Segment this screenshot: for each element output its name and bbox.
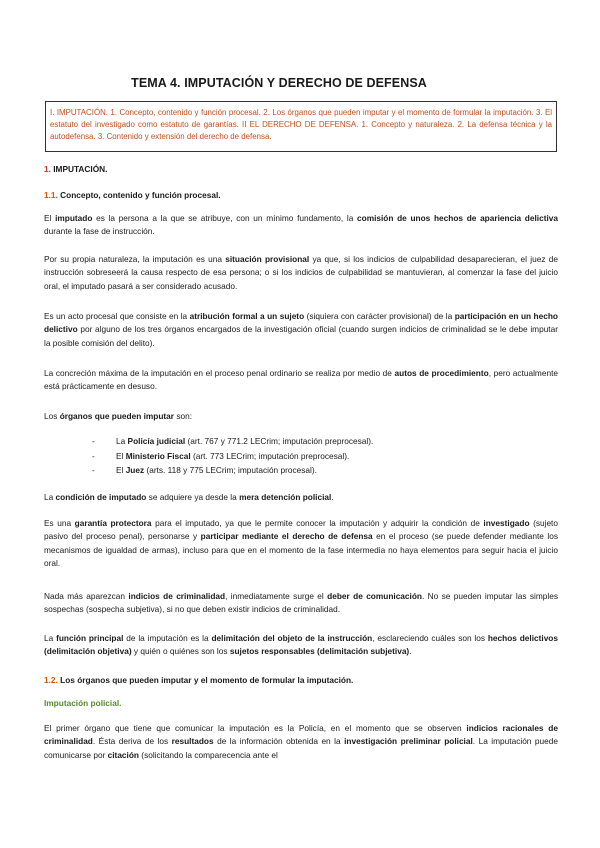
toc-text: I. IMPUTACIÓN. 1. Concepto, contenido y función procesal. 2. Los órganos que pueden imputar y el momento de formular la imputación. 3. El estatuto del investigado como estatuto de garantías. II EL DERECHO DE DEFENSA. 1. Concepto y naturaleza. 2. La defensa técnica y la autodefensa. 3. Contenido y extensión del derecho de defensa. [50,108,552,141]
paragraph-7: Es una garantía protectora para el imputado, ya que le permite conocer la imputación y adquirir la condición de investigado (sujeto pasivo del proceso penal), personarse y participar mediante el derecho de defensa en el proceso (se puede defender mediante los mecanismos de igualdad de armas), incluso para que en el momento de la fase intermedia no haya elementos para seguir hacia el juicio oral. [44,518,559,569]
list-item: - El Juez (arts. 118 y 775 LECrim; imputación procesal). [92,463,558,478]
heading-imputacion-policial: Imputación policial. [44,698,122,708]
paragraph-9: La función principal de la imputación es la delimitación del objeto de la instrucción, esclareciendo cuáles son los hechos delictivos (delimitación objetiva) y quién o quiénes son los sujetos responsables (delimitación subjetiva). [44,633,558,657]
page-title: TEMA 4. IMPUTACIÓN Y DERECHO DE DEFENSA [131,76,427,90]
paragraph-6: La condición de imputado se adquiere ya desde la mera detención policial. [44,492,334,502]
paragraph-1: El imputado es la persona a la que se atribuye, con un mínimo fundamento, la comisión de unos hechos de apariencia delictiva durante la fase de instrucción. [44,213,558,237]
list-item: - El Ministerio Fiscal (art. 773 LECrim; imputación preprocesal). [92,449,558,464]
paragraph-8: Nada más aparezcan indicios de criminalidad, inmediatamente surge el deber de comunicación. No se pueden imputar las simples sospechas (sospecha subjetiva), si no que deben existir indicios de criminalidad. [44,591,559,615]
heading-imputacion: 1. IMPUTACIÓN. [44,164,108,174]
list-item: - La Policía judicial (art. 767 y 771.2 LECrim; imputación preprocesal). [92,434,558,449]
table-of-contents-box [45,101,557,152]
heading-organos: 1.2. Los órganos que pueden imputar y el momento de formular la imputación. [44,675,354,685]
paragraph-5: Los órganos que pueden imputar son: [44,411,193,421]
paragraph-4: La concreción máxima de la imputación en el proceso penal ordinario se realiza por medio de autos de procedimiento, pero actualmente está prácticamente en desuso. [44,368,558,392]
paragraph-2: Por su propia naturaleza, la imputación es una situación provisional ya que, si los indicios de culpabilidad desaparecieran, el juez de instrucción sobreseerá la causa respecto de esa persona; o si los indicios de culpabilidad se mantuvieran, al comenzar la fase del juicio oral, el imputado pasará a ser considerado acusado. [44,254,558,291]
paragraph-3: Es un acto procesal que consiste en la atribución formal a un sujeto (siquiera con carácter provisional) de la participación en un hecho delictivo por alguno de los tres órganos encargados de la investigación oficial (cuando surgen indicios de criminalidad se le debe imputar la posible comisión del delito). [44,311,558,348]
paragraph-10: El primer órgano que tiene que comunicar la imputación es la Policía, en el momento que se observen indicios racionales de criminalidad. Ésta deriva de los resultados de la información obtenida en la investigación preliminar policial. La imputación puede comunicarse por citación (solicitando la comparecencia ante el [44,723,558,760]
heading-concepto: 1.1. Concepto, contenido y función procesal. [44,190,221,200]
organ-list [44,434,558,478]
